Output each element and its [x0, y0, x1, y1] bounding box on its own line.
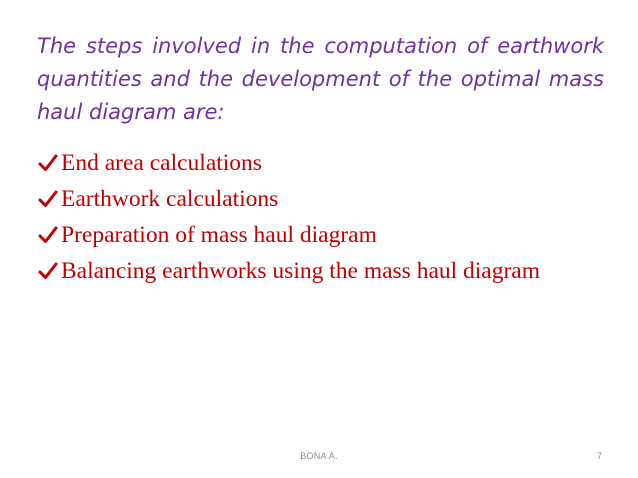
list-item [38, 217, 602, 253]
check-icon [38, 181, 61, 217]
check-icon [38, 253, 61, 289]
bullet-text: End area calculations [61, 150, 262, 176]
list-item [38, 181, 602, 217]
list-item [38, 253, 602, 289]
bullet-text: Preparation of mass haul diagram [61, 222, 377, 248]
check-icon [38, 145, 61, 181]
check-icon [38, 217, 61, 253]
page-number: 7 [596, 451, 602, 461]
footer-author: BONA A. [300, 451, 338, 461]
list-item [38, 145, 602, 181]
bullet-list [38, 145, 602, 289]
bullet-text: Earthwork calculations [61, 186, 279, 212]
intro-paragraph: The steps involved in the computation of earthwork quantities and the development of the optimal mass haul diagram are: [37, 34, 604, 124]
bullet-text: Balancing earthworks using the mass haul diagram [61, 258, 541, 284]
